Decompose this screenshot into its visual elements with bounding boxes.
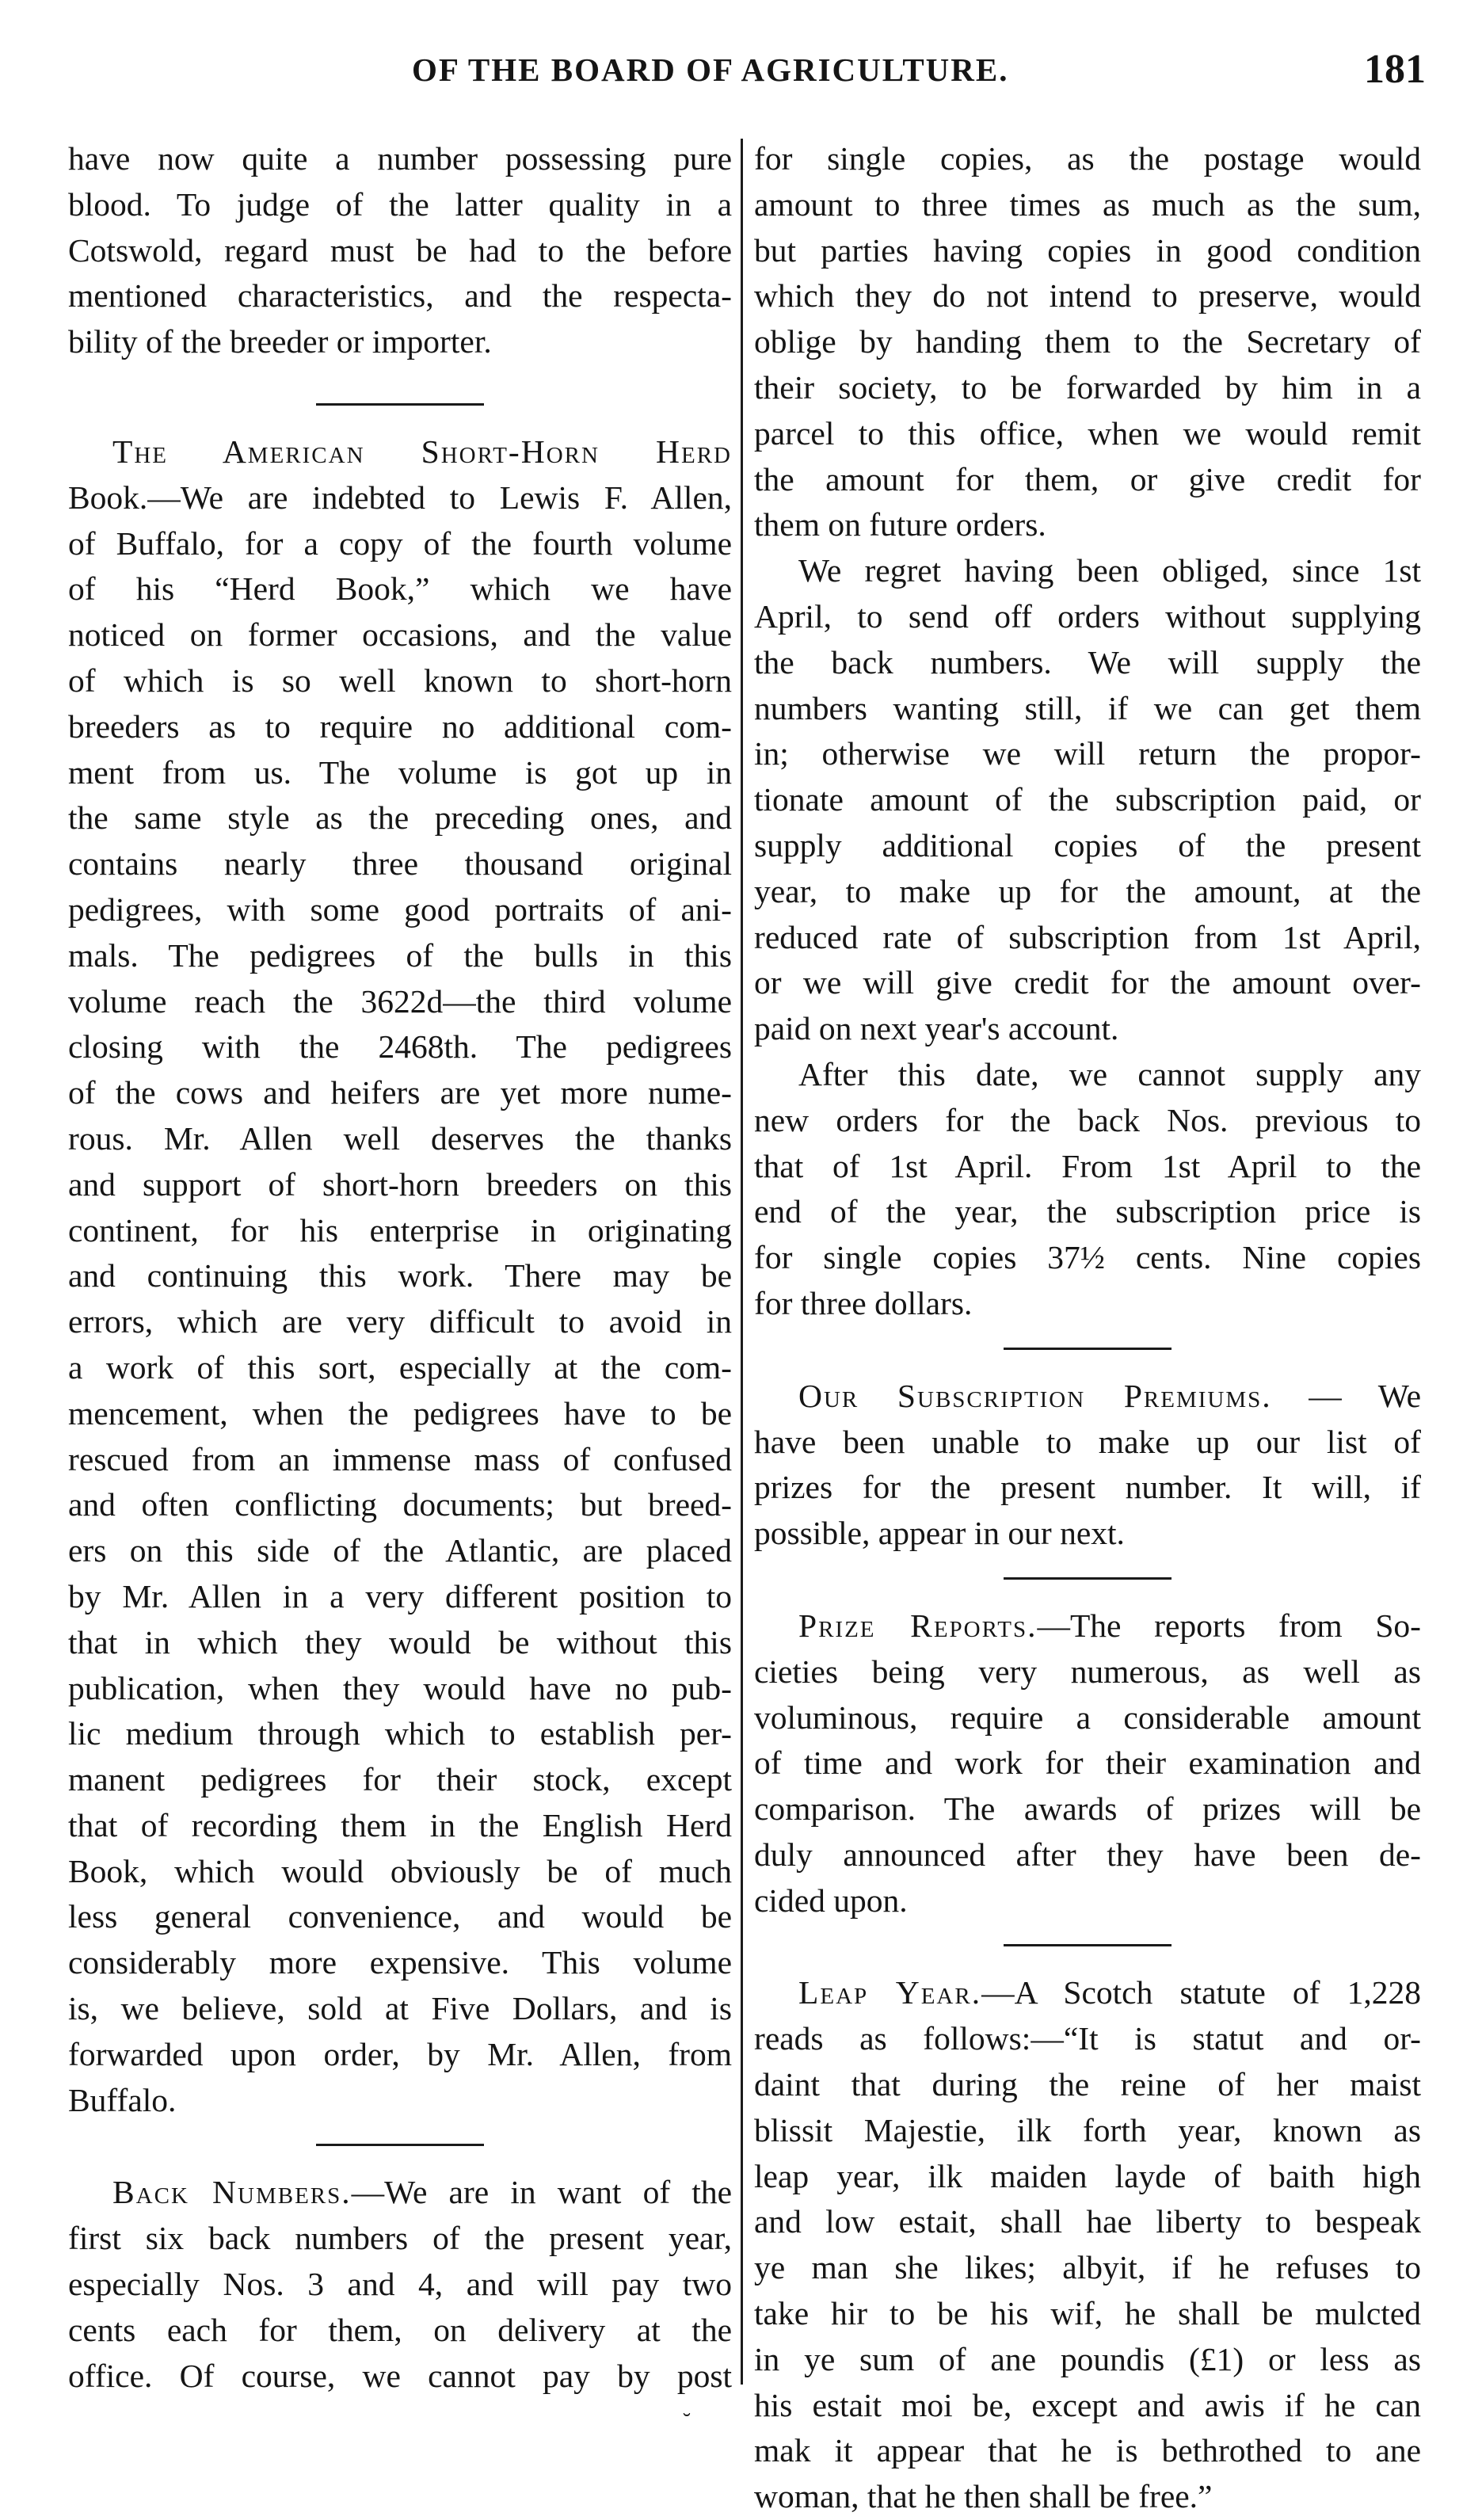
section-separator bbox=[316, 403, 484, 406]
right-column bbox=[754, 136, 1421, 2520]
text-line: tionate amount of the subscription paid, or bbox=[754, 781, 1421, 818]
print-speck: ˘ bbox=[683, 2408, 691, 2434]
text-line: the amount for them, or give credit for bbox=[754, 460, 1421, 498]
section-separator bbox=[1004, 1944, 1172, 1946]
paragraph-after-date bbox=[754, 1052, 1421, 1327]
heading-run-in-text: —The reports from So- bbox=[1037, 1607, 1421, 1644]
paragraph-regret bbox=[754, 548, 1421, 1052]
paragraph-back-numbers-continued bbox=[754, 136, 1421, 548]
text-line: first six back numbers of the present year, bbox=[68, 2220, 732, 2257]
text-line: and low estait, shall hae liberty to bespeak bbox=[754, 2203, 1421, 2240]
text-line: especially Nos. 3 and 4, and will pay two bbox=[68, 2266, 732, 2303]
text-line: mak it appear that he is bethrothed to ane bbox=[754, 2432, 1421, 2469]
text-line: the same style as the preceding ones, and bbox=[68, 799, 732, 837]
text-line: them on future orders. bbox=[754, 506, 1046, 543]
text-line: contains nearly three thousand original bbox=[68, 845, 732, 883]
text-line: of his “Herd Book,” which we have bbox=[68, 570, 732, 608]
page-number: 181 bbox=[1364, 47, 1426, 92]
text-line: Book.—We are indebted to Lewis F. Allen, bbox=[68, 478, 732, 516]
page-header bbox=[63, 46, 1426, 101]
text-line: cided upon. bbox=[754, 1881, 908, 1919]
text-line: supply additional copies of the present bbox=[754, 826, 1421, 864]
article-heading: Prize Reports. bbox=[798, 1607, 1038, 1644]
text-line: publication, when they would have no pub- bbox=[68, 1669, 732, 1706]
text-line: of the cows and heifers are yet more nume- bbox=[68, 1074, 732, 1111]
text-line: forwarded upon order, by Mr. Allen, from bbox=[68, 2035, 732, 2072]
text-line: woman, that he then shall be free.” bbox=[754, 2478, 1213, 2515]
text-line: mencement, when the pedigrees have to be bbox=[68, 1394, 732, 1432]
article-herd-book bbox=[68, 429, 732, 2123]
text-line: numbers wanting still, if we can get them bbox=[754, 689, 1421, 726]
text-line: of time and work for their examination and bbox=[754, 1744, 1421, 1782]
text-line: new orders for the back Nos. previous to bbox=[754, 1101, 1421, 1138]
text-line: comparison. The awards of prizes will be bbox=[754, 1790, 1421, 1828]
text-line: April, to send off orders without supplying bbox=[754, 597, 1421, 635]
text-line: ment from us. The volume is got up in bbox=[68, 753, 732, 791]
text-line: Book, which would obviously be of much bbox=[68, 1852, 732, 1889]
running-title: OF THE BOARD OF AGRICULTURE. bbox=[412, 51, 1009, 88]
text-line: volume reach the 3622d—the third volume bbox=[68, 982, 732, 1020]
text-line: lic medium through which to establish per- bbox=[68, 1715, 732, 1752]
heading-run-in-text: — We bbox=[1271, 1377, 1421, 1414]
text-line: pedigrees, with some good portraits of ani- bbox=[68, 890, 732, 928]
heading-run-in-text: —A Scotch statute of 1,228 bbox=[981, 1974, 1421, 2011]
text-line: by Mr. Allen in a very different position to bbox=[68, 1577, 732, 1615]
text-line: ers on this side of the Atlantic, are placed bbox=[68, 1532, 732, 1569]
text-line: but parties having copies in good condition bbox=[754, 231, 1421, 269]
article-subscription-premiums bbox=[754, 1374, 1421, 1557]
text-line: mals. The pedigrees of the bulls in this bbox=[68, 936, 732, 974]
text-line: errors, which are very difficult to avoid in bbox=[68, 1303, 732, 1340]
text-line: cieties being very numerous, as well as bbox=[754, 1653, 1421, 1690]
section-separator bbox=[1004, 1348, 1172, 1350]
text-line: Cotswold, regard must be had to the before bbox=[68, 231, 732, 269]
text-line: for three dollars. bbox=[754, 1284, 973, 1321]
text-line: year, to make up for the amount, at the bbox=[754, 872, 1421, 909]
text-line: is, we believe, sold at Five Dollars, and is bbox=[68, 1990, 732, 2027]
text-line: that of 1st April. From 1st April to the bbox=[754, 1147, 1421, 1184]
text-line: reads as follows:—“It is statut and or- bbox=[754, 2020, 1421, 2057]
text-line: cents each for them, on delivery at the bbox=[68, 2311, 732, 2348]
text-line: duly announced after they have been de- bbox=[754, 1836, 1421, 1873]
text-line bbox=[754, 1970, 1421, 2016]
text-line: take hir to be his wif, he shall be mulcted bbox=[754, 2295, 1421, 2332]
text-line: have now quite a number possessing pure bbox=[68, 140, 732, 177]
text-line: prizes for the present number. It will, if bbox=[754, 1469, 1421, 1506]
text-line: and support of short-horn breeders on this bbox=[68, 1165, 732, 1203]
text-line: which they do not intend to preserve, would bbox=[754, 277, 1421, 315]
text-line: that in which they would be without this bbox=[68, 1623, 732, 1660]
article-prize-reports bbox=[754, 1603, 1421, 1924]
text-line: paid on next year's account. bbox=[754, 1010, 1119, 1047]
section-separator bbox=[1004, 1577, 1172, 1580]
text-line: office. Of course, we cannot pay by post bbox=[68, 2357, 732, 2394]
text-line: bility of the breeder or importer. bbox=[68, 323, 492, 360]
text-line: for single copies, as the postage would bbox=[754, 140, 1421, 177]
text-line: have been unable to make up our list of bbox=[754, 1423, 1421, 1460]
text-line: his estait moi be, except and awis if he can bbox=[754, 2386, 1421, 2423]
text-line bbox=[754, 1374, 1421, 1420]
text-line: for single copies 37½ cents. Nine copies bbox=[754, 1239, 1421, 1276]
text-line: in; otherwise we will return the propor- bbox=[754, 735, 1421, 772]
section-separator bbox=[316, 2144, 484, 2146]
text-line: leap year, ilk maiden layde of baith high bbox=[754, 2157, 1421, 2194]
text-line: parcel to this office, when we would remit bbox=[754, 414, 1421, 452]
text-line: rous. Mr. Allen well deserves the thanks bbox=[68, 1119, 732, 1157]
article-heading: Our Subscription Premiums. bbox=[798, 1377, 1272, 1414]
text-line: oblige by handing them to the Secretary of bbox=[754, 323, 1421, 360]
paragraph-cotswold bbox=[68, 136, 732, 365]
text-line: that of recording them in the English Herd bbox=[68, 1806, 732, 1843]
article-heading: Back Numbers. bbox=[112, 2174, 352, 2211]
text-line: mentioned characteristics, and the respecta- bbox=[68, 277, 732, 315]
text-line: We regret having been obliged, since 1st bbox=[798, 552, 1421, 589]
text-line: considerably more expensive. This volume bbox=[68, 1944, 732, 1981]
text-line: Buffalo. bbox=[68, 2081, 177, 2118]
heading-run-in-text: —We are in want of the bbox=[351, 2174, 732, 2211]
text-line: end of the year, the subscription price is bbox=[754, 1193, 1421, 1230]
article-heading: Leap Year. bbox=[798, 1974, 982, 2011]
text-line: possible, appear in our next. bbox=[754, 1515, 1125, 1552]
text-line: less general convenience, and would be bbox=[68, 1898, 732, 1935]
text-line: ye man she likes; albyit, if he refuses to bbox=[754, 2249, 1421, 2286]
text-line: and often conflicting documents; but breed- bbox=[68, 1486, 732, 1523]
text-line: voluminous, require a considerable amount bbox=[754, 1698, 1421, 1736]
text-line: the back numbers. We will supply the bbox=[754, 643, 1421, 681]
text-line: of Buffalo, for a copy of the fourth volume bbox=[68, 524, 732, 562]
text-line: their society, to be forwarded by him in a bbox=[754, 368, 1421, 406]
text-line: amount to three times as much as the sum, bbox=[754, 185, 1421, 223]
text-line: in ye sum of ane poundis (£1) or less as bbox=[754, 2340, 1421, 2377]
text-line: and continuing this work. There may be bbox=[68, 1257, 732, 1294]
article-leap-year bbox=[754, 1970, 1421, 2520]
text-line: or we will give credit for the amount over- bbox=[754, 964, 1421, 1001]
article-back-numbers bbox=[68, 2170, 732, 2399]
text-line bbox=[754, 1603, 1421, 1649]
text-line: After this date, we cannot supply any bbox=[798, 1055, 1421, 1092]
article-heading: The American Short-Horn Herd bbox=[112, 433, 732, 470]
text-line: noticed on former occasions, and the value bbox=[68, 616, 732, 654]
text-line: manent pedigrees for their stock, except bbox=[68, 1761, 732, 1798]
text-line: breeders as to require no additional com- bbox=[68, 707, 732, 745]
text-line: daint that during the reine of her maist bbox=[754, 2066, 1421, 2103]
text-line: reduced rate of subscription from 1st April, bbox=[754, 918, 1421, 955]
text-line bbox=[68, 2170, 732, 2216]
text-line: blissit Majestie, ilk forth year, known as bbox=[754, 2111, 1421, 2148]
column-divider bbox=[741, 139, 743, 2385]
text-line: rescued from an immense mass of confused bbox=[68, 1440, 732, 1477]
text-line: continent, for his enterprise in originating bbox=[68, 1211, 732, 1249]
text-line: of which is so well known to short-horn bbox=[68, 661, 732, 699]
left-column bbox=[68, 136, 732, 2399]
text-line: a work of this sort, especially at the com- bbox=[68, 1348, 732, 1386]
text-line: closing with the 2468th. The pedigrees bbox=[68, 1028, 732, 1066]
text-line: blood. To judge of the latter quality in a bbox=[68, 185, 732, 223]
